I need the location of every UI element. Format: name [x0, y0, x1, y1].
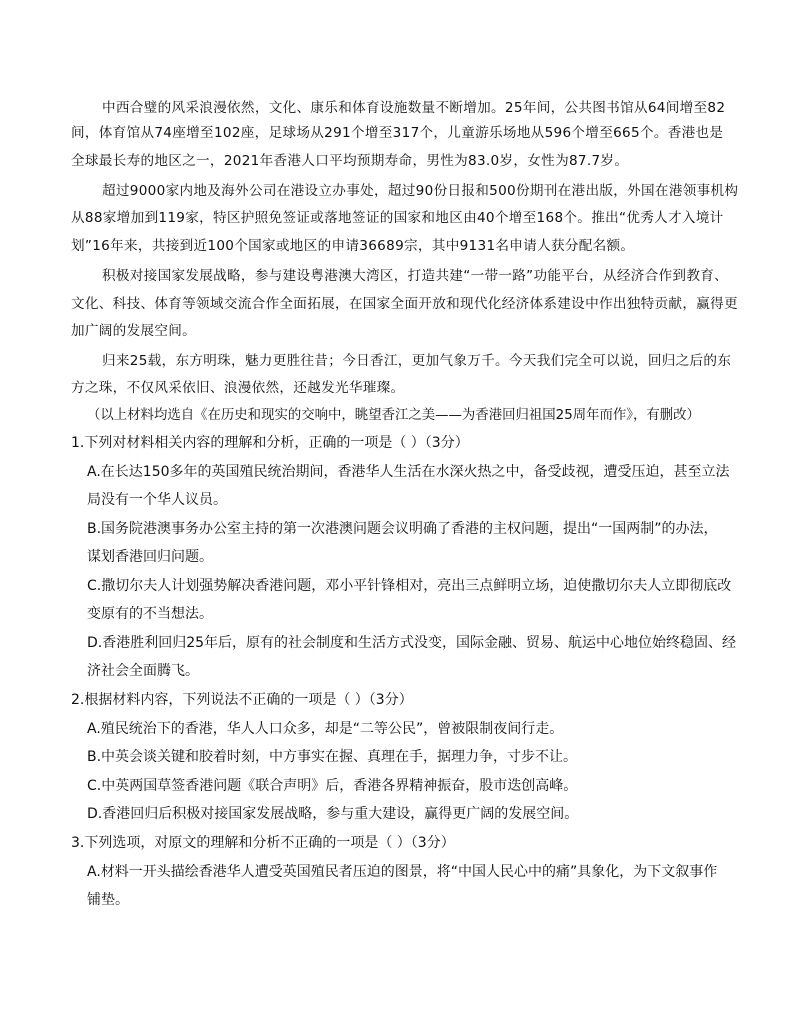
question-1-option-a-line1: A.在长达150多年的英国殖民统治期间，香港华人生活在水深火热之中，备受歧视，遭受压迫，甚至立法 — [87, 464, 730, 480]
passage-p3-line3: 加广阔的发展空间。 — [71, 323, 197, 339]
passage-p3-line2: 文化、科技、体育等领域交流合作全面拓展，在国家全面开放和现代化经济体系建设中作出独特贡献，赢得更 — [71, 296, 738, 312]
passage-p4-line2: 方之珠，不仅风采依旧、浪漫依然，还越发光华璀璨。 — [71, 380, 405, 396]
question-2-option-d: D.香港回归后积极对接国家发展战略，参与重大建设，赢得更广阔的发展空间。 — [87, 806, 579, 822]
passage-p2-line1: 超过9000家内地及海外公司在港设立办事处，超过90份日报和500份期刊在港出版，外国在港领事机构 — [102, 183, 739, 199]
question-1-option-d-line2: 济社会全面腾飞。 — [87, 663, 199, 679]
passage-p3-line1: 积极对接国家发展战略，参与建设粤港澳大湾区，打造共建“一带一路”功能平台，从经济合作到教育、 — [102, 268, 729, 284]
question-1-option-d-line1: D.香港胜利回归25年后，原有的社会制度和生活方式没变，国际金融、贸易、航运中心地位始终稳固、经 — [87, 635, 737, 651]
question-2-option-a: A.殖民统治下的香港，华人人口众多，却是“二等公民”，曾被限制夜间行走。 — [87, 721, 564, 737]
question-2-option-b: B.中英会谈关键和胶着时刻，中方事实在握、真理在手，据理力争，寸步不让。 — [87, 749, 578, 765]
question-1-option-b-line2: 谋划香港回归问题。 — [87, 549, 213, 565]
question-1-option-a-line2: 局没有一个华人议员。 — [87, 492, 227, 508]
passage-p1-line1: 中西合璧的风采浪漫依然，文化、康乐和体育设施数量不断增加。25年间，公共图书馆从64间增至82 — [102, 100, 726, 116]
question-1-stem: 1.下列对材料相关内容的理解和分析，正确的一项是（ ）（3分） — [71, 435, 469, 451]
passage-p2-line3: 划”16年来，共接到近100个国家或地区的申请36689宗，其中9131名申请人获分配名额。 — [71, 238, 635, 254]
question-2-option-c: C.中英两国草签香港问题《联合声明》后，香港各界精神振奋，股市迭创高峰。 — [87, 778, 578, 794]
question-3-option-a-line2: 铺垫。 — [87, 892, 129, 908]
question-1-option-b-line1: B.国务院港澳事务办公室主持的第一次港澳问题会议明确了香港的主权问题，提出“一国两制”的办法， — [87, 521, 718, 537]
passage-p4-line1: 归来25载，东方明珠，魅力更胜往昔；今日香江，更加气象万千。今天我们完全可以说，回归之后的东 — [102, 353, 732, 369]
passage-p1-line3: 全球最长寿的地区之一，2021年香港人口平均预期寿命，男性为83.0岁，女性为87.7岁。 — [71, 153, 629, 169]
question-3-stem: 3.下列选项，对原文的理解和分析不正确的一项是（ ）（3分） — [71, 835, 455, 851]
question-2-stem: 2.根据材料内容，下列说法不正确的一项是（ ）（3分） — [71, 692, 413, 708]
source-note: （以上材料均选自《在历史和现实的交响中，眺望香江之美——为香港回归祖国25周年而作》，有删改） — [87, 408, 700, 423]
question-1-option-c-line1: C.撒切尔夫人计划强势解决香港问题，邓小平针锋相对，亮出三点鲜明立场，迫使撒切尔夫人立即彻底改 — [87, 578, 732, 594]
passage-p1-line2: 间，体育馆从74座增至102座，足球场从291个增至317个，儿童游乐场地从596个增至665个。香港也是 — [71, 125, 724, 141]
question-3-option-a-line1: A.材料一开头描绘香港华人遭受英国殖民者压迫的图景，将“中国人民心中的痛”具象化，为下文叙事作 — [87, 864, 718, 880]
passage-p2-line2: 从88家增加到119家，特区护照免签证或落地签证的国家和地区由40个增至168个。推出“优秀人才入境计 — [71, 210, 724, 226]
question-1-option-c-line2: 变原有的不当想法。 — [87, 606, 213, 622]
